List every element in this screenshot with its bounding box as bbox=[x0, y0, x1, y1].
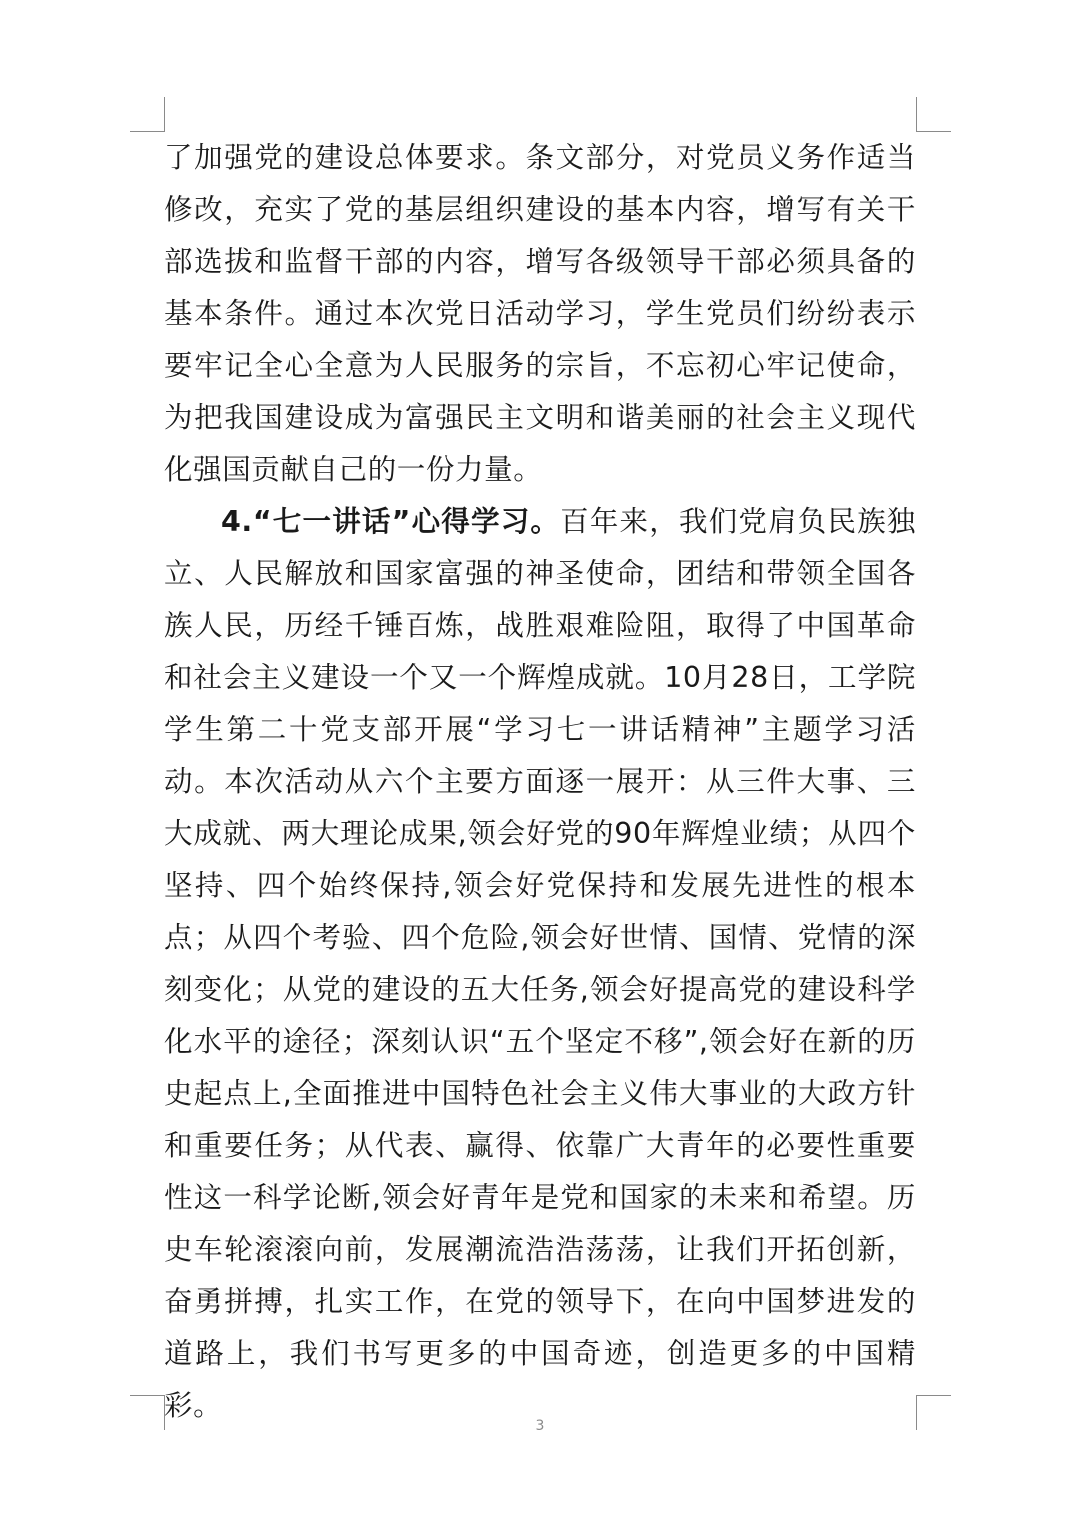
paragraph-2 bbox=[164, 496, 916, 1432]
page-number: 3 bbox=[535, 1418, 545, 1434]
crop-mark-top-right bbox=[916, 97, 951, 132]
paragraph-2-body: 百年来，我们党肩负民族独立、人民解放和国家富强的神圣使命，团结和带领全国各族人民，历经千锤百炼，战胜艰难险阻，取得了中国革命和社会主义建设一个又一个辉煌成就。10月28日，工学院学生第二十党支部开展“学习七一讲话精神”主题学习活动。本次活动从六个主要方面逐一展开：从三件大事、三大成就、两大理论成果,领会好党的90年辉煌业绩；从四个坚持、四个始终保持,领会好党保持和发展先进性的根本点；从四个考验、四个危险,领会好世情、国情、党情的深刻变化；从党的建设的五大任务,领会好提高党的建设科学化水平的途径；深刻认识“五个坚定不移”,领会好在新的历史起点上,全面推进中国特色社会主义伟大事业的大政方针和重要任务；从代表、赢得、依靠广大青年的必要性重要性这一科学论断,领会好青年是党和国家的未来和希望。历史车轮滚滚向前，发展潮流浩浩荡荡，让我们开拓创新，奋勇拼搏，扎实工作，在党的领导下，在向中国梦进发的道路上，我们书写更多的中国奇迹，创造更多的中国精彩。 bbox=[164, 505, 917, 1422]
crop-mark-top-left bbox=[130, 97, 165, 132]
paragraph-1: 了加强党的建设总体要求。条文部分，对党员义务作适当修改，充实了党的基层组织建设的基本内容，增写有关干部选拔和监督干部的内容，增写各级领导干部必须具备的基本条件。通过本次党日活动学习，学生党员们纷纷表示要牢记全心全意为人民服务的宗旨，不忘初心牢记使命，为把我国建设成为富强民主文明和谐美丽的社会主义现代化强国贡献自己的一份力量。 bbox=[164, 141, 916, 486]
document-body bbox=[164, 132, 916, 1432]
paragraph-2-heading: 4.“七一讲话”心得学习。 bbox=[221, 505, 561, 538]
